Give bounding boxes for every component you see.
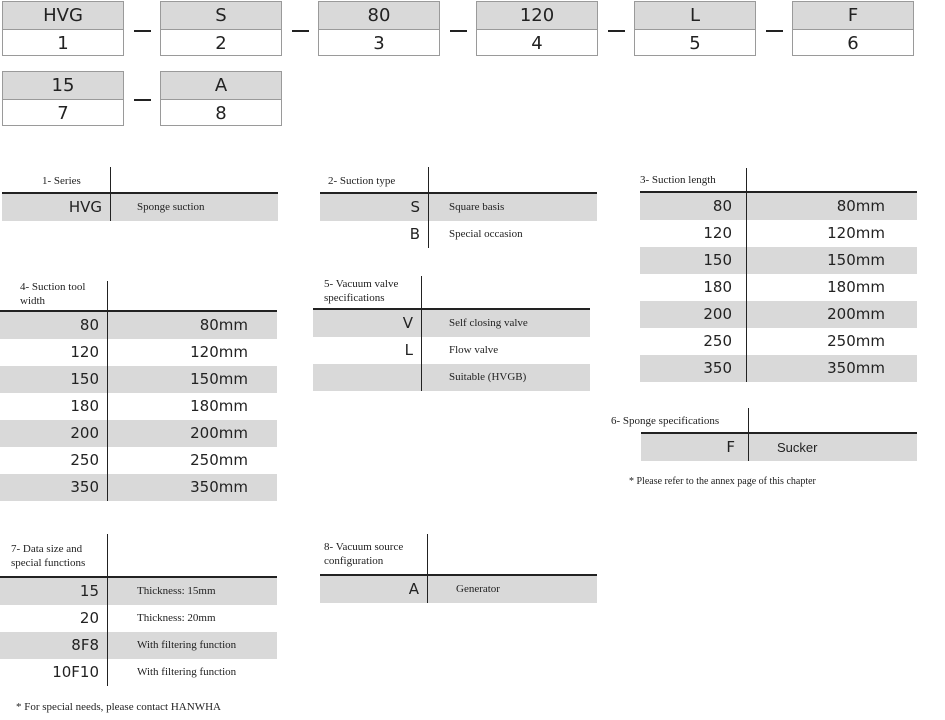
row-code: 250 [703, 332, 732, 350]
table-row [313, 337, 590, 364]
row-desc: Special occasion [449, 228, 523, 240]
code-box-3 [318, 1, 440, 56]
table-header [313, 276, 590, 308]
separator-dash [450, 30, 467, 32]
row-desc: Square basis [449, 201, 505, 213]
column-divider [107, 578, 108, 605]
row-code: F [726, 438, 735, 456]
table-row [641, 434, 917, 461]
separator-dash [608, 30, 625, 32]
column-divider [427, 576, 428, 603]
row-desc: Self closing valve [449, 317, 528, 329]
column-divider [107, 659, 108, 686]
row-code: 10F10 [52, 663, 99, 681]
table-row [0, 312, 277, 339]
table-header [640, 168, 917, 191]
row-desc: Thickness: 15mm [137, 585, 216, 597]
table-header [320, 167, 597, 192]
column-divider [107, 281, 108, 310]
row-code: 80 [712, 197, 732, 215]
row-desc: Sponge suction [137, 201, 205, 213]
row-code: 80 [79, 316, 99, 334]
code-value: 15 [3, 72, 123, 100]
row-code: L [404, 341, 413, 359]
row-desc: 80mm [199, 316, 248, 334]
column-divider [421, 364, 422, 391]
code-index: 1 [57, 33, 69, 54]
code-index: 5 [689, 33, 701, 54]
code-index: 6 [847, 33, 859, 54]
column-divider [107, 605, 108, 632]
row-code: 150 [70, 370, 99, 388]
column-divider [421, 310, 422, 337]
table-row [0, 659, 277, 686]
column-divider [421, 276, 422, 308]
row-code: V [402, 314, 413, 332]
code-box-5 [634, 1, 756, 56]
row-code: S [410, 198, 420, 216]
row-desc: 180mm [190, 397, 248, 415]
table-title: 1- Series [42, 175, 81, 187]
row-code: B [409, 225, 420, 243]
table-row [0, 447, 277, 474]
row-code: 8F8 [71, 636, 99, 654]
code-value: HVG [3, 2, 123, 30]
row-desc: With filtering function [137, 666, 237, 678]
row-code: 20 [79, 609, 99, 627]
row-desc: 150mm [190, 370, 248, 388]
table-title: 5- Vacuum valve specifications [324, 278, 399, 304]
row-code: 350 [70, 478, 99, 496]
table-suction-type [320, 167, 597, 248]
table-title: 8- Vacuum source configuration [324, 541, 404, 567]
table-row [0, 420, 277, 447]
code-index: 2 [215, 33, 227, 54]
table-row [0, 474, 277, 501]
table-vacuum-valve [313, 276, 590, 391]
column-divider [107, 534, 108, 576]
row-desc: 200mm [190, 424, 248, 442]
column-divider [428, 221, 429, 248]
table-row [320, 221, 597, 248]
row-desc: Thickness: 20mm [137, 612, 216, 624]
table-header [611, 408, 917, 432]
table-row [640, 274, 917, 301]
row-code [313, 364, 421, 391]
column-divider [748, 408, 749, 432]
column-divider [110, 167, 111, 192]
table-header [0, 534, 277, 576]
row-desc: 80mm [836, 197, 885, 215]
column-divider [748, 434, 749, 461]
table-header [320, 534, 597, 574]
code-index: 4 [531, 33, 543, 54]
code-value: F [793, 2, 913, 30]
column-divider [110, 194, 111, 221]
row-desc: 250mm [827, 332, 885, 350]
table-title: 6- Sponge specifications [611, 415, 720, 427]
row-code: 180 [703, 278, 732, 296]
table-row [313, 310, 590, 337]
table-row [320, 576, 597, 603]
row-code: 15 [79, 582, 99, 600]
code-value: A [161, 72, 281, 100]
separator-dash [134, 99, 151, 101]
row-code: 200 [70, 424, 99, 442]
row-code: 180 [70, 397, 99, 415]
code-value: 80 [319, 2, 439, 30]
table-row [320, 194, 597, 221]
table-row [640, 328, 917, 355]
separator-dash [292, 30, 309, 32]
code-value: L [635, 2, 755, 30]
row-code: 120 [70, 343, 99, 361]
row-desc: 180mm [827, 278, 885, 296]
code-value: 120 [477, 2, 597, 30]
column-divider [746, 168, 747, 191]
code-box-4 [476, 1, 598, 56]
row-code: 150 [703, 251, 732, 269]
special-needs-note: * For special needs, please contact HANWHA [16, 701, 221, 713]
column-divider [428, 194, 429, 221]
table-row [640, 193, 917, 220]
row-code: 250 [70, 451, 99, 469]
table-data-size [0, 534, 277, 686]
annex-note: * Please refer to the annex page of this chapter [629, 476, 816, 487]
row-code: A [408, 580, 419, 598]
row-code: HVG [68, 198, 102, 216]
row-desc: Sucker [777, 440, 818, 455]
row-desc: Flow valve [449, 344, 499, 356]
code-box-2 [160, 1, 282, 56]
row-desc: Generator [456, 583, 500, 595]
code-value: S [161, 2, 281, 30]
row-desc: 350mm [190, 478, 248, 496]
code-box-8 [160, 71, 282, 126]
table-sponge-spec [611, 408, 917, 461]
table-row [0, 393, 277, 420]
table-tool-width [0, 281, 277, 501]
table-row [0, 339, 277, 366]
row-desc: 200mm [827, 305, 885, 323]
table-row [640, 220, 917, 247]
table-row [0, 578, 277, 605]
separator-dash [134, 30, 151, 32]
code-index: 8 [215, 103, 227, 124]
table-row [2, 194, 278, 221]
table-row [0, 632, 277, 659]
row-desc: 150mm [827, 251, 885, 269]
table-row [640, 355, 917, 382]
table-suction-length [640, 168, 917, 382]
code-box-1 [2, 1, 124, 56]
table-title: 7- Data size and special functions [11, 543, 86, 569]
code-box-7 [2, 71, 124, 126]
row-desc: Suitable (HVGB) [449, 371, 527, 383]
table-row [640, 301, 917, 328]
table-row [640, 247, 917, 274]
table-title: 4- Suction tool width [20, 281, 86, 307]
table-title: 3- Suction length [640, 174, 716, 186]
table-title: 2- Suction type [328, 175, 396, 187]
code-index: 3 [373, 33, 385, 54]
table-series [2, 167, 278, 221]
column-divider [428, 167, 429, 192]
table-row [313, 364, 590, 391]
code-index: 7 [57, 103, 69, 124]
table-header [0, 281, 277, 310]
row-desc: 250mm [190, 451, 248, 469]
table-vacuum-source [320, 534, 597, 603]
row-desc: 350mm [827, 359, 885, 377]
column-divider [107, 632, 108, 659]
separator-dash [766, 30, 783, 32]
table-header [2, 167, 278, 192]
row-desc: 120mm [827, 224, 885, 242]
column-divider [421, 337, 422, 364]
table-row [0, 366, 277, 393]
row-desc: With filtering function [137, 639, 237, 651]
code-box-6 [792, 1, 914, 56]
column-divider [427, 534, 428, 574]
table-row [0, 605, 277, 632]
row-code: 120 [703, 224, 732, 242]
row-code: 200 [703, 305, 732, 323]
row-code: 350 [703, 359, 732, 377]
row-desc: 120mm [190, 343, 248, 361]
